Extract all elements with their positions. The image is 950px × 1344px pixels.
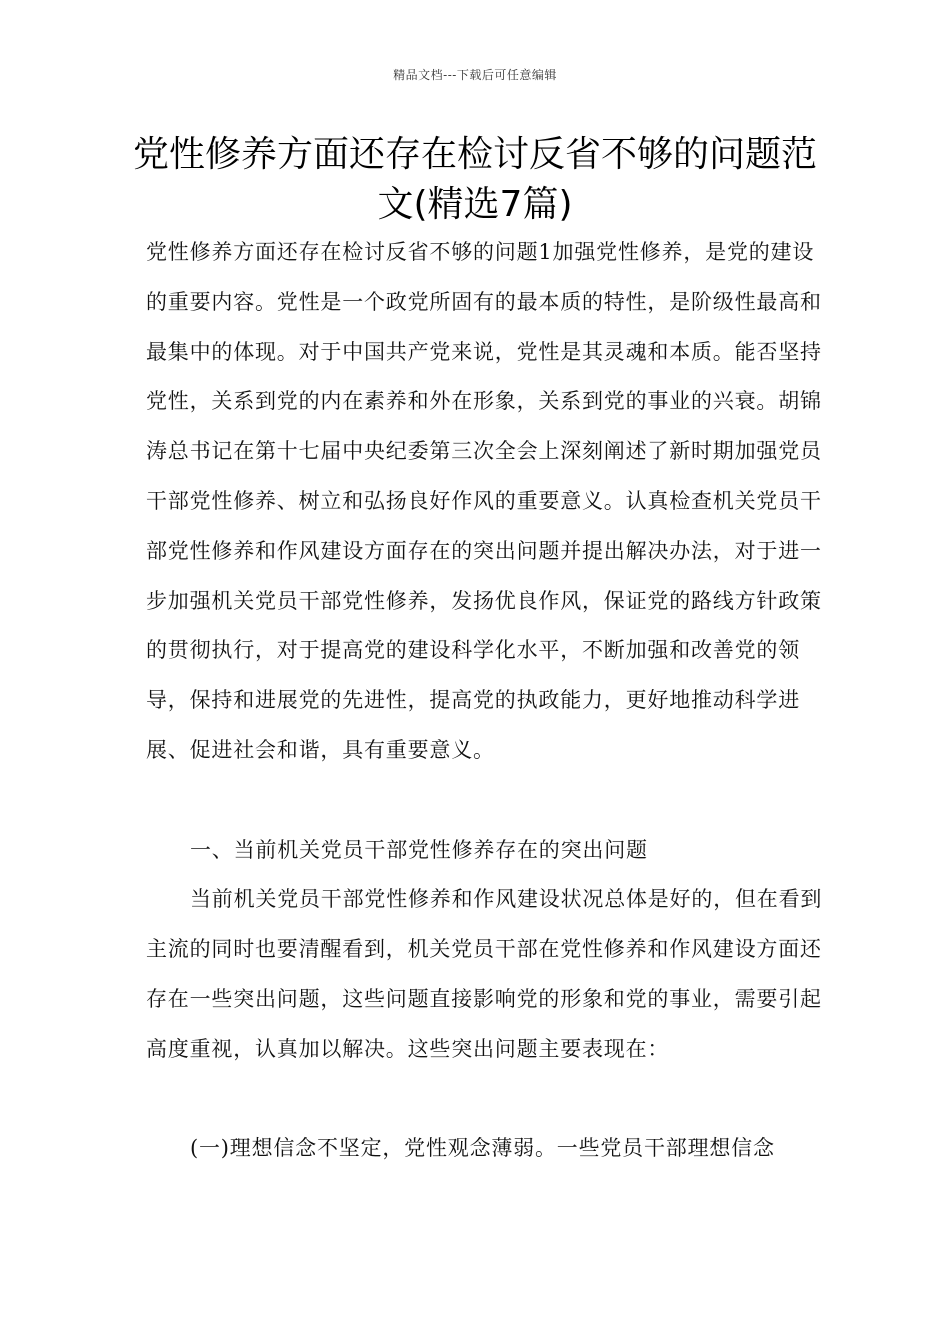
paragraph-intro: 党性修养方面还存在检讨反省不够的问题1加强党性修养，是党的建设的重要内容。党性是一个政党所固有的最本质的特性，是阶级性最高和最集中的体现。对于中国共产党来说，党性是其灵魂和本质。能否坚持党性，关系到党的内在素养和外在形象，关系到党的事业的兴衰。胡锦涛总书记在第十七届中央纪委第三次全会上深刻阐述了新时期加强党员干部党性修养、树立和弘扬良好作风的重要意义。认真检查机关党员干部党性修养和作风建设方面存在的突出问题并提出解决办法，对于进一步加强机关党员干部党性修养，发扬优良作风，保证党的路线方针政策的贯彻执行，对于提高党的建设科学化水平，不断加强和改善党的领导，保持和进展党的先进性，提高党的执政能力，更好地推动科学进展、促进社会和谐，具有重要意义。 bbox=[146, 240, 822, 762]
document-body bbox=[146, 228, 826, 1174]
header-note: 精品文档---下载后可任意编辑 bbox=[393, 68, 557, 82]
section-heading: 一、当前机关党员干部党性修养存在的突出问题 bbox=[190, 837, 648, 862]
paragraph-gap bbox=[146, 776, 826, 826]
paragraph-section-one: 当前机关党员干部党性修养和作风建设状况总体是好的，但在看到主流的同时也要清醒看到，机关党员干部在党性修养和作风建设方面还存在一些突出问题，这些问题直接影响党的形象和党的事业，需要引起高度重视，认真加以解决。这些突出问题主要表现在： bbox=[146, 887, 823, 1061]
document-title: 党性修养方面还存在检讨反省不够的问题范文(精选7篇) bbox=[132, 134, 817, 225]
paragraph-subsection-one: (一)理想信念不坚定，党性观念薄弱。一些党员干部理想信念 bbox=[190, 1136, 775, 1161]
paragraph-gap bbox=[146, 1075, 826, 1125]
